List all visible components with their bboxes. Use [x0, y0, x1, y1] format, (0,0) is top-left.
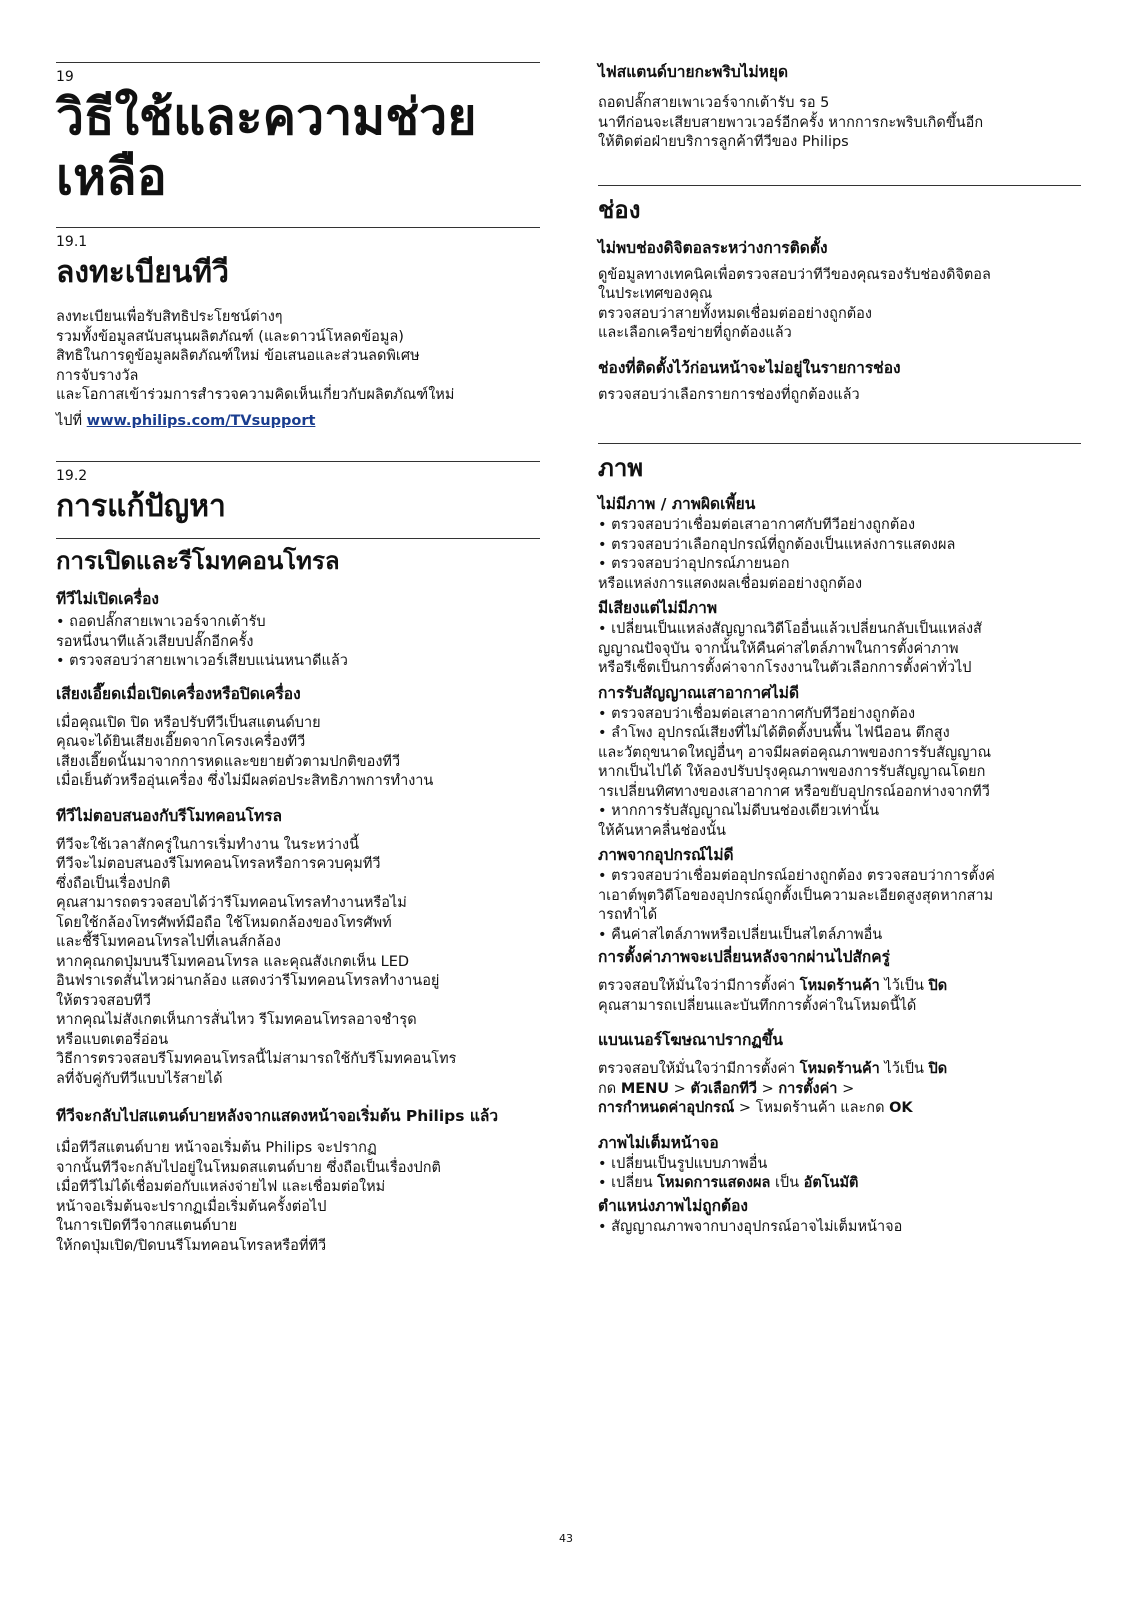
- section-title: ลงทะเบียนทีวี: [56, 255, 229, 290]
- topic-heading: ไม่มีภาพ / ภาพผิดเพี้ยน: [598, 495, 756, 513]
- text-line: เสียงเอี๊ยดนั้นมาจากการหดและขยายตัวตามปกติของทีวี: [56, 753, 401, 770]
- subsection-rule: [56, 538, 540, 539]
- section-number: 19.1: [56, 234, 88, 250]
- text-line: • ตรวจสอบว่าเชื่อมต่อเสาอากาศกับทีวีอย่างถูกต้อง: [598, 705, 916, 722]
- register-text: [56, 308, 540, 431]
- bold-term: อัตโนมัติ: [803, 1175, 859, 1191]
- topic-heading: ไฟสแตนด์บายกะพริบไม่หยุด: [598, 63, 789, 81]
- section-title: การแก้ปัญหา: [56, 489, 226, 524]
- text-line: เมื่อทีวีไม่ได้เชื่อมต่อกับแหล่งจ่ายไฟ และเชื่อมต่อใหม่: [56, 1179, 386, 1195]
- topic-heading: การรับสัญญาณเสาอากาศไม่ดี: [598, 683, 800, 702]
- subsection-title: ภาพ: [598, 454, 644, 482]
- text-line: ให้ตรวจสอบทีวี: [56, 992, 151, 1009]
- bold-term: OK: [889, 1100, 913, 1116]
- text-line: ลที่จับคู่กับทีวีแบบไร้สายได้: [56, 1070, 223, 1087]
- text-line: • ตรวจสอบว่าอุปกรณ์ภายนอก: [598, 556, 790, 572]
- topic-heading: ตำแหน่งภาพไม่ถูกต้อง: [598, 1196, 749, 1215]
- left-column: [56, 62, 540, 1256]
- topic-heading: ทีวีจะกลับไปสแตนด์บายหลังจากแสดงหน้าจอเริ่มต้น Philips แล้ว: [56, 1107, 499, 1125]
- text-line: ตรวจสอบว่าสายทั้งหมดเชื่อมต่ออย่างถูกต้อง: [598, 305, 872, 322]
- chapter-number: 19: [56, 69, 74, 85]
- text-line: ให้กดปุ่มเปิด/ปิดบนรีโมทคอนโทรลหรือที่ทีวี: [56, 1237, 327, 1254]
- text-line: การจับรางวัล: [56, 367, 139, 384]
- text-line: • คืนค่าสไตล์ภาพหรือเปลี่ยนเป็นสไตล์ภาพอื่น: [598, 926, 883, 943]
- text-line: และวัตถุขนาดใหญ่อื่นๆ อาจมีผลต่อคุณภาพของการรับสัญญาณ: [598, 744, 992, 761]
- bold-term: โหมดร้านค้า: [799, 1061, 880, 1077]
- text-line: ารเปลี่ยนทิศทางของเสาอากาศ หรือขยับอุปกรณ์ออกห่างจากทีวี: [598, 783, 990, 800]
- subsection-title: การเปิดและรีโมทคอนโทรล: [56, 547, 340, 575]
- text-line: • เปลี่ยนเป็นรูปแบบภาพอื่น: [598, 1155, 768, 1172]
- text-line: คุณสามารถเปลี่ยนและบันทึกการตั้งค่าในโหมดนี้ได้: [598, 997, 917, 1014]
- bold-term: ปิด: [928, 1061, 948, 1077]
- text-line: จากนั้นทีวีจะกลับไปอยู่ในโหมดสแตนด์บาย ซึ่งถือเป็นเรื่องปกติ: [56, 1159, 441, 1176]
- text-line: หากคุณกดปุ่มบนรีโมทคอนโทรล และคุณสังเกตเห็น LED: [56, 953, 410, 970]
- text-line: โดยใช้กล้องโทรศัพท์มือถือ ใช้โหมดกล้องของโทรศัพท์: [56, 914, 392, 931]
- goto-prefix: ไปที่: [56, 412, 87, 429]
- text-line: หรือรีเซ็ตเป็นการตั้งค่าจากโรงงานในตัวเลือกการตั้งค่าทั่วไป: [598, 660, 972, 676]
- text-line: • ถอดปลั๊กสายเพาเวอร์จากเต้ารับ: [56, 614, 266, 630]
- bold-term: การกำหนดค่าอุปกรณ์: [598, 1100, 735, 1116]
- right-column: [598, 62, 1081, 1237]
- text-line: หน้าจอเริ่มต้นจะปรากฏเมื่อเริ่มต้นครั้งต่อไป: [56, 1198, 327, 1215]
- goto-line: [56, 412, 540, 432]
- text-line: • สัญญาณภาพจากบางอุปกรณ์อาจไม่เต็มหน้าจอ: [598, 1218, 903, 1235]
- topic-heading: ทีวีไม่เปิดเครื่อง: [56, 590, 160, 608]
- text-line: ทีวีจะใช้เวลาสักครู่ในการเริ่มทำงาน ในระหว่างนี้: [56, 836, 359, 853]
- text-line: • หากการรับสัญญาณไม่ดีบนช่องเดียวเท่านั้น: [598, 803, 880, 819]
- chapter-title: วิธีใช้และความช่วยเหลือ: [56, 88, 477, 206]
- text-line: ดูข้อมูลทางเทคนิคเพื่อตรวจสอบว่าทีวีของคุณรองรับช่องดิจิตอล: [598, 266, 991, 283]
- text-line: ลงทะเบียนเพื่อรับสิทธิประโยชน์ต่างๆ: [56, 309, 283, 325]
- topic-heading: แบนเนอร์โฆษณาปรากฏขึ้น: [598, 1031, 783, 1049]
- bold-term: MENU: [620, 1080, 670, 1097]
- topic-heading: การตั้งค่าภาพจะเปลี่ยนหลังจากผ่านไปสักครู่: [598, 948, 890, 966]
- text-line: การกำหนดค่าอุปกรณ์ > โหมดร้านค้า และกด OK: [598, 1100, 913, 1116]
- bold-term: ตัวเลือกทีวี: [690, 1080, 758, 1097]
- text-line: และชี้รีโมทคอนโทรลไปที่เลนส์กล้อง: [56, 934, 282, 950]
- text-line: • ตรวจสอบว่าเชื่อมต่อเสาอากาศกับทีวีอย่างถูกต้อง: [598, 517, 916, 533]
- chapter-rule: [56, 62, 540, 63]
- text-line: • ลำโพง อุปกรณ์เสียงที่ไม่ได้ติดตั้งบนพื้น ไฟนีออน ตึกสูง: [598, 725, 950, 741]
- topic-heading: ช่องที่ติดตั้งไว้ก่อนหน้าจะไม่อยู่ในรายการช่อง: [598, 358, 901, 377]
- text-line: ให้ค้นหาคลื่นช่องนั้น: [598, 822, 726, 839]
- text-line: ทีวีจะไม่ตอบสนองรีโมทคอนโทรลหรือการควบคุมทีวี: [56, 856, 381, 872]
- subsection-rule: [598, 185, 1081, 186]
- topic-heading: ไม่พบช่องดิจิตอลระหว่างการติดตั้ง: [598, 238, 828, 257]
- text-line: นาทีก่อนจะเสียบสายพาวเวอร์อีกครั้ง หากการกะพริบเกิดขึ้นอีก: [598, 114, 984, 131]
- bold-term: การตั้งค่า: [778, 1080, 838, 1097]
- text-line: และโอกาสเข้าร่วมการสำรวจความคิดเห็นเกี่ยวกับผลิตภัณฑ์ใหม่: [56, 387, 455, 403]
- topic-heading: เสียงเอี๊ยดเมื่อเปิดเครื่องหรือปิดเครื่อง: [56, 684, 301, 703]
- text-line: หากคุณไม่สังเกตเห็นการสั่นไหว รีโมทคอนโทรลอาจชำรุด: [56, 1012, 417, 1028]
- text-line: ซึ่งถือเป็นเรื่องปกติ: [56, 875, 171, 892]
- text-line: คุณสามารถตรวจสอบได้ว่ารีโมทคอนโทรลทำงานหรือไม่: [56, 895, 407, 911]
- text-line: สิทธิในการดูข้อมูลผลิตภัณฑ์ใหม่ ข้อเสนอและส่วนลดพิเศษ: [56, 348, 420, 364]
- section-rule: [56, 227, 540, 228]
- topic-heading: มีเสียงแต่ไม่มีภาพ: [598, 599, 718, 617]
- text-line: วิธีการตรวจสอบรีโมทคอนโทรลนี้ไม่สามารถใช้กับรีโมทคอนโทร: [56, 1051, 457, 1067]
- text-line: เมื่อทีวีสแตนด์บาย หน้าจอเริ่มต้น Philips จะปรากฏ: [56, 1140, 377, 1156]
- topic-heading: ภาพไม่เต็มหน้าจอ: [598, 1133, 719, 1152]
- text-line: • ตรวจสอบว่าเชื่อมต่ออุปกรณ์อย่างถูกต้อง ตรวจสอบว่าการตั้งค่: [598, 868, 995, 884]
- bold-term: โหมดร้านค้า: [799, 978, 880, 994]
- subsection-title: ช่อง: [598, 195, 641, 224]
- text-line: • ตรวจสอบว่าเลือกอุปกรณ์ที่ถูกต้องเป็นแหล่งการแสดงผล: [598, 536, 956, 553]
- text-line: ตรวจสอบว่าเลือกรายการช่องที่ถูกต้องแล้ว: [598, 386, 860, 403]
- text-line: • ตรวจสอบว่าสายเพาเวอร์เสียบแน่นหนาดีแล้ว: [56, 653, 348, 669]
- text-line: หรือแบตเตอรี่อ่อน: [56, 1031, 169, 1048]
- text-line: กด MENU > ตัวเลือกทีวี > การตั้งค่า >: [598, 1080, 855, 1097]
- text-line: • เปลี่ยน โหมดการแสดงผล เป็น อัตโนมัติ: [598, 1175, 859, 1191]
- text-line: คุณจะได้ยินเสียงเอี๊ยดจากโครงเครื่องทีวี: [56, 734, 306, 750]
- text-line: รวมทั้งข้อมูลสนับสนุนผลิตภัณฑ์ (และดาวน์โหลดข้อมูล): [56, 328, 404, 345]
- support-link[interactable]: www.philips.com/TVsupport: [86, 412, 316, 429]
- text-line: รอหนึ่งนาทีแล้วเสียบปลั๊กอีกครั้ง: [56, 633, 254, 650]
- topic-heading: ทีวีไม่ตอบสนองกับรีโมทคอนโทรล: [56, 806, 283, 825]
- text-line: เมื่อคุณเปิด ปิด หรือปรับทีวีเป็นสแตนด์บาย: [56, 714, 321, 731]
- text-line: และเลือกเครือข่ายที่ถูกต้องแล้ว: [598, 325, 792, 341]
- section-number: 19.2: [56, 468, 88, 484]
- text-line: หรือแหล่งการแสดงผลเชื่อมต่ออย่างถูกต้อง: [598, 575, 863, 592]
- text-line: ถอดปลั๊กสายเพาเวอร์จากเต้ารับ รอ 5: [598, 95, 830, 111]
- text-line: ตรวจสอบให้มั่นใจว่ามีการตั้งค่า โหมดร้านค้า ไว้เป็น ปิด: [598, 978, 948, 994]
- text-line: ารถทำได้: [598, 907, 658, 923]
- text-line: ในการเปิดทีวีจากสแตนด์บาย: [56, 1218, 238, 1234]
- page-number: 43: [559, 1532, 573, 1545]
- section-rule: [56, 461, 540, 462]
- text-line: • เปลี่ยนเป็นแหล่งสัญญาณวิดีโออื่นแล้วเปลี่ยนกลับเป็นแหล่งสั: [598, 621, 982, 637]
- bold-term: ปิด: [928, 978, 948, 994]
- text-line: ในประเทศของคุณ: [598, 286, 713, 302]
- text-line: ตรวจสอบให้มั่นใจว่ามีการตั้งค่า โหมดร้านค้า ไว้เป็น ปิด: [598, 1061, 948, 1077]
- text-line: เมื่อเย็นตัวหรืออุ่นเครื่อง ซึ่งไม่มีผลต่อประสิทธิภาพการทำงาน: [56, 773, 434, 789]
- subsection-rule: [598, 443, 1081, 444]
- text-line: หากเป็นไปได้ ให้ลองปรับปรุงคุณภาพของการรับสัญญาณโดยก: [598, 764, 986, 780]
- topic-heading: ภาพจากอุปกรณ์ไม่ดี: [598, 846, 734, 864]
- text-line: อินฟราเรดสั่นไหวผ่านกล้อง แสดงว่ารีโมทคอนโทรลทำงานอยู่: [56, 973, 440, 989]
- text-line: าเอาต์พุตวิดีโอของอุปกรณ์ถูกตั้งเป็นความละเอียดสูงสุดหากสาม: [598, 887, 994, 904]
- text-line: ญญาณปัจจุบัน จากนั้นให้คืนค่าสไตล์ภาพในการตั้งค่าภาพ: [598, 640, 959, 657]
- text-line: ให้ติดต่อฝ่ายบริการลูกค้าทีวีของ Philips: [598, 134, 849, 150]
- bold-term: โหมดการแสดงผล: [657, 1175, 771, 1191]
